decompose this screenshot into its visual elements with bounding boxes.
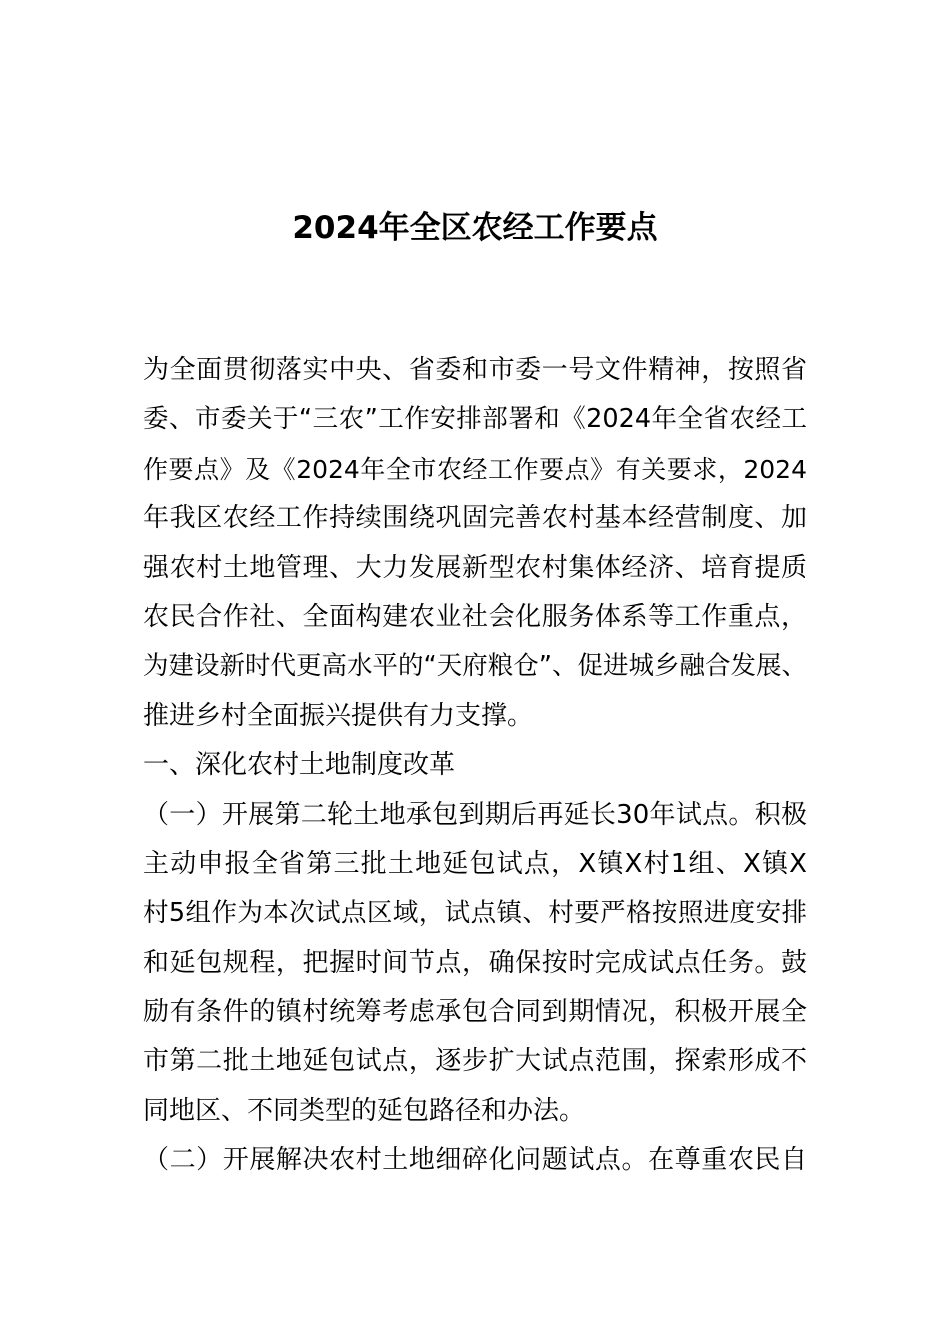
body-line: 市第二批土地延包试点，逐步扩大试点范围，探索形成不 <box>143 1046 807 1077</box>
body-line: 年我区农经工作持续围绕巩固完善农村基本经营制度、加 <box>143 503 807 534</box>
body-line: 和延包规程，把握时间节点，确保按时完成试点任务。鼓 <box>143 947 807 978</box>
body-line: （二）开展解决农村土地细碎化问题试点。在尊重农民自 <box>143 1145 807 1176</box>
body-line: 作要点》及《2024年全市农经工作要点》有关要求，2024 <box>143 454 807 484</box>
body-line: 农民合作社、全面构建农业社会化服务体系等工作重点， <box>143 601 807 632</box>
body-line: 推进乡村全面振兴提供有力支撑。 <box>143 700 534 731</box>
body-line: 村5组作为本次试点区域，试点镇、村要严格按照进度安排 <box>143 898 807 929</box>
body-line: 励有条件的镇村统筹考虑承包合同到期情况，积极开展全 <box>143 997 807 1028</box>
document-title: 2024年全区农经工作要点 <box>292 210 658 246</box>
body-line: 强农村土地管理、大力发展新型农村集体经济、培育提质 <box>143 552 807 583</box>
section-heading: 一、深化农村土地制度改革 <box>143 750 456 781</box>
body-line: 为全面贯彻落实中央、省委和市委一号文件精神，按照省 <box>143 355 807 385</box>
body-line: 主动申报全省第三批土地延包试点，X镇X村1组、X镇X <box>143 848 807 879</box>
body-line: （一）开展第二轮土地承包到期后再延长30年试点。积极 <box>143 799 807 830</box>
body-line: 同地区、不同类型的延包路径和办法。 <box>143 1095 586 1126</box>
body-line: 为建设新时代更高水平的“天府粮仓”、促进城乡融合发展、 <box>143 651 807 682</box>
document-body <box>143 346 807 1186</box>
body-line: 委、市委关于“三农”工作安排部署和《2024年全省农经工 <box>143 404 807 435</box>
